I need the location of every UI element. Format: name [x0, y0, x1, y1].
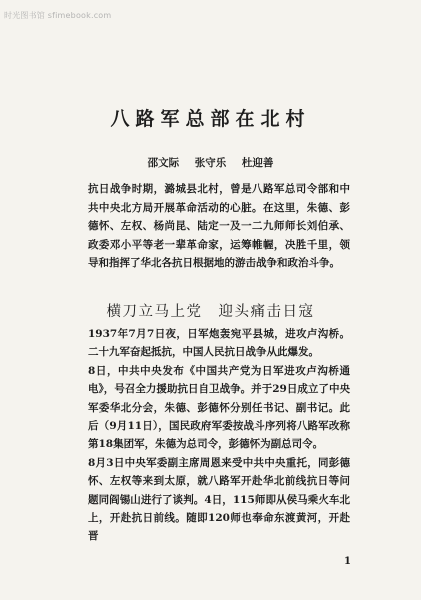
author-name: 邵文际 [147, 157, 180, 169]
page-mark: 1 [344, 556, 351, 567]
intro-paragraph: 抗日战争时期，潞城县北村，曾是八路军总司令部和中共中央北方局开展革命活动的心脏。在这里，朱德、彭德怀、左权、杨尚昆、陆定一及一二九师师长刘伯承、政委邓小平等老一辈革命家，运筹帷幄，决胜千里，领导和指挥了华北各抗日根据地的游击战争和政治斗争。 [88, 183, 350, 270]
author-name: 杜迎善 [241, 157, 274, 169]
watermark: 时光图书馆 sfimebook.com [4, 11, 112, 20]
section-heading: 横刀立马上党 迎头痛击日寇 [106, 304, 315, 320]
section-body [88, 325, 350, 546]
author-line [0, 155, 421, 170]
body-paragraph: 8月3日中央军委副主席周恩来受中共中央重托，同彭德怀、左权等来到太原，就八路军开赴华北前线抗日等问题同阎锡山进行了谈判。4日，115师即从侯马乘火车北上，开赴抗日前线。随即120师也奉命东渡黄河，开赴晋 [88, 456, 350, 543]
author-name: 张守乐 [194, 157, 227, 169]
body-paragraph: 1937年7月7日夜，日军炮轰宛平县城，进攻卢沟桥。二十九军奋起抵抗，中国人民抗日战争从此爆发。 [88, 328, 350, 359]
body-paragraph: 8日，中共中央发布《中国共产党为日军进攻卢沟桥通电》，号召全力援助抗日自卫战争。并于29日成立了中央军委华北分会，朱德、彭德怀分别任书记、副书记。此后（9月11日），国民政府军委按战斗序列将八路军改称第18集团军，朱德为总司令，彭德怀为副总司令。 [88, 364, 350, 451]
article-title: 八路军总部在北村 [110, 108, 311, 130]
